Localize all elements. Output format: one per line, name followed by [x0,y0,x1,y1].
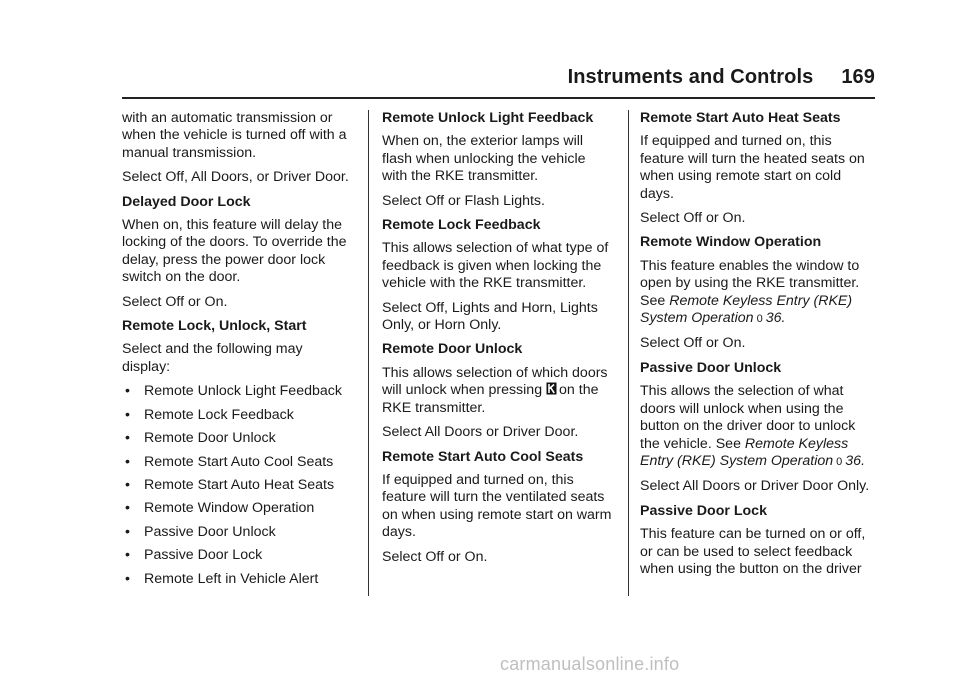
column-divider-2 [628,110,629,596]
heading-remote-start-auto-cool-seats: Remote Start Auto Cool Seats [382,448,584,465]
bullet: • [125,523,130,540]
paragraph: Select Off or On. [640,335,746,352]
heading-remote-door-unlock: Remote Door Unlock [382,341,523,358]
list-item: • Remote Window Operation [125,500,315,517]
column-3 [640,110,872,585]
bullet: • [125,453,130,470]
list-item: • Passive Door Lock [125,547,263,564]
bullet: • [125,476,130,493]
bullet: • [125,500,130,517]
page-ref-arrow-icon: 0 [836,455,843,468]
page-number: 169 [841,66,875,88]
list-item: • Remote Start Auto Cool Seats [125,453,334,470]
unlock-key-icon [546,382,557,395]
paragraph: Select All Doors or Driver Door Only. [640,478,870,495]
heading-passive-door-lock: Passive Door Lock [640,502,767,519]
page-ref-arrow-icon: 0 [756,313,763,326]
list-item: • Remote Lock Feedback [125,406,294,423]
paragraph: Select Off or On. [122,293,228,310]
paragraph: This feature enables the window to open by using the RKE transmitter. See Remote Keyless Entry (RKE) System Operation 0 36. [640,258,872,329]
paragraph: This allows selection of what type of feedback is given when locking the vehicle with the RKE transmitter. [382,240,609,292]
bullet: • [125,430,130,447]
heading-remote-lock-feedback: Remote Lock Feedback [382,217,541,234]
page-ref-number[interactable]: 36 [845,452,862,469]
heading-passive-door-unlock: Passive Door Unlock [640,359,782,376]
header-rule [122,97,875,99]
paragraph: Select Off, Lights and Horn, Lights Only, or Horn Only. [382,299,598,334]
bullet: • [125,547,130,564]
watermark: carmanualsonline.info [500,654,680,674]
paragraph: Select All Doors or Driver Door. [382,424,579,441]
paragraph: This allows selection of which doors will unlock when pressing on the RKE transmitter. [382,364,608,416]
paragraph: When on, the exterior lamps will flash when unlocking the vehicle with the RKE transmitter. [382,133,586,185]
paragraph: This feature can be turned on or off, or can be used to select feedback when using the button on the driver [640,526,866,577]
bullet: • [125,570,130,587]
column-1 [122,110,354,594]
cross-reference-link[interactable]: Remote Keyless Entry (RKE) System Operation [640,435,849,469]
heading-remote-window-operation: Remote Window Operation [640,234,822,251]
paragraph: Select Off or On. [382,548,488,565]
bullet: • [125,383,130,400]
paragraph: Select Off or Flash Lights. [382,192,545,209]
list-item: • Remote Start Auto Heat Seats [125,476,335,493]
paragraph: with an automatic transmission or when the vehicle is turned off with a manual transmission. [122,110,347,161]
paragraph: If equipped and turned on, this feature will turn the heated seats on when using remote start on cold days. [640,133,865,202]
paragraph: Select Off, All Doors, or Driver Door. [122,169,349,186]
column-divider-1 [368,110,369,596]
list-item: • Remote Door Unlock [125,430,276,447]
page-ref-number[interactable]: 36 [765,310,782,327]
heading-remote-start-auto-heat-seats: Remote Start Auto Heat Seats [640,110,841,126]
list-item: • Remote Left in Vehicle Alert [125,570,319,587]
heading-remote-lock-unlock-start: Remote Lock, Unlock, Start [122,318,307,335]
column-2 [382,110,614,573]
list-item: • Remote Unlock Light Feedback [125,383,342,400]
paragraph: If equipped and turned on, this feature will turn the ventilated seats on when using remote start on warm days. [382,471,612,541]
paragraph: Select and the following may display: [122,341,303,375]
section-title: Instruments and Controls [567,66,814,88]
paragraph: Select Off or On. [640,210,746,227]
paragraph: This allows the selection of what doors will unlock when using the button on the driver door to unlock the vehicle. See Remote Keyless Entry (RKE) System Operation 0 36. [640,383,872,471]
bullet: • [125,406,130,423]
list-item: • Passive Door Unlock [125,523,276,540]
cross-reference-link[interactable]: Remote Keyless Entry (RKE) System Operation [640,292,853,327]
page-header [122,66,875,89]
heading-remote-unlock-light-feedback: Remote Unlock Light Feedback [382,110,594,126]
paragraph: When on, this feature will delay the locking of the doors. To override the delay, press the power door lock switch on the door. [122,217,347,286]
option-list [122,383,354,588]
heading-delayed-door-lock: Delayed Door Lock [122,193,251,210]
